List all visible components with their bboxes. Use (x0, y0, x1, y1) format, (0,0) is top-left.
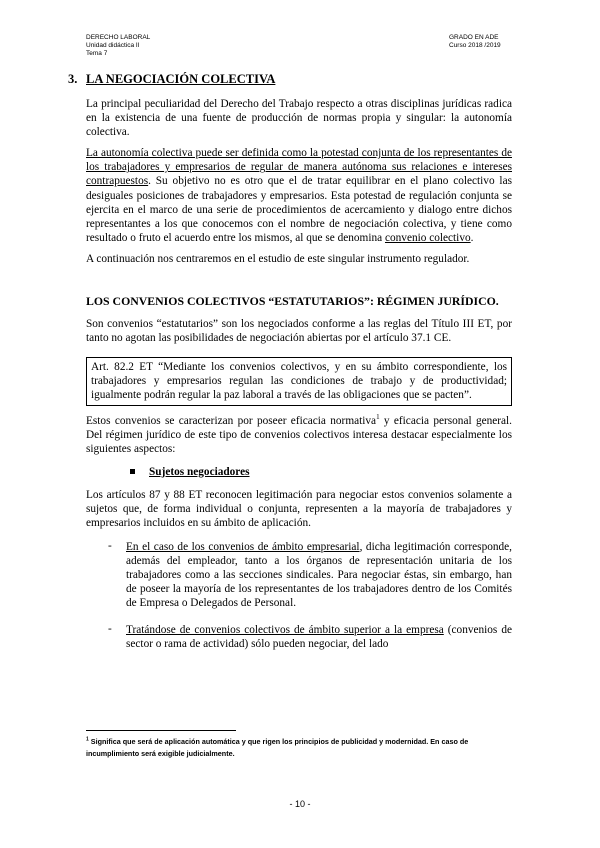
subsection-title: LOS CONVENIOS COLECTIVOS “ESTATUTARIOS”: RÉGIMEN JURÍDICO. (86, 294, 499, 309)
header-topic: Tema 7 (86, 50, 108, 57)
header-course: DERECHO LABORAL (86, 34, 151, 41)
item-text: , dicha legitimación corresponde, además del empleador, tanto a los órganos de representación unitaria de los trabajadores como a las secciones sindicales. Para negociar éstas, sin embargo, han de poseer la mayoría de los representantes de los trabajadores dentro de los Comités de Empresa o Delegados de Personal. (126, 541, 512, 610)
term-convenio-colectivo: convenio colectivo (384, 231, 471, 244)
section-number: 3. (68, 72, 78, 86)
item-heading: Tratándose de convenios colectivos de ámbito superior a la empresa (126, 623, 444, 636)
bullet-label: Sujetos negociadores (149, 465, 250, 478)
paragraph-intro: La principal peculiaridad del Derecho del Trabajo respecto a otras disciplinas jurídicas radica en la existencia de una fuente de producción de normas propia y singular: la autonomía colectiva. (86, 98, 512, 139)
bullet-sujetos (130, 466, 512, 478)
square-bullet-icon (130, 469, 135, 474)
page-content (68, 72, 513, 651)
quote-art-82-2: Art. 82.2 ET “Mediante los convenios colectivos, y en su ámbito correspondiente, los trabajadores y empresarios regulan las condiciones de trabajo y de productividad; igualmente podrán regular la paz laboral a través de las obligaciones que se pacten”. (91, 361, 507, 402)
footnote-divider (86, 730, 236, 731)
paragraph-estatutarios: Son convenios “estatutarios” son los negociados conforme a las reglas del Título III ET, por tanto no agotan las posibilidades de negociación abiertas por el artículo 37.1 CE. (86, 318, 512, 345)
header-year: Curso 2018 /2019 (449, 42, 501, 49)
list-item (86, 540, 512, 610)
header-right (449, 34, 501, 50)
item-heading: En el caso de los convenios de ámbito empresarial (126, 541, 360, 554)
header-degree: GRADO EN ADE (449, 34, 499, 41)
footnote-ref[interactable]: 1 (376, 412, 380, 421)
paragraph-autonomy: La autonomía colectiva puede ser definida como la potestad conjunta de los representantes de los trabajadores y empresarios de regular de manera autónoma sus relaciones e intereses contrapuestos. Su objetivo no es otro que el de tratar equilibrar en el plano colectivo las desiguales posiciones de trabajadores y empresarios. Esta potestad de regulación conjunta se ejercita en el marco de una serie de procedimientos de acercamiento y dialogo entre dichos representantes a los que conocemos con el nombre de negociación colectiva, y tiene como resultado o fruto el acuerdo entre los mismos, al que se denomina convenio colectivo. (86, 147, 512, 244)
footnote (86, 736, 512, 760)
paragraph-legitimacion: Los artículos 87 y 88 ET reconocen legitimación para negociar estos convenios solamente a sujetos que, de forma individual o conjunta, representen a la mayoría de trabajadores y empresarios incluidos en su ámbito de aplicación. (86, 488, 512, 529)
header-left (86, 34, 150, 58)
paragraph-transition: A continuación nos centraremos en el estudio de este singular instrumento regulador. (86, 252, 470, 265)
paragraph-eficacia: Estos convenios se caracterizan por poseer eficacia normativa$^1$ y eficacia personal general. Del régimen jurídico de este tipo de convenios colectivos interesa destacar especialmente los siguientes aspectos: (86, 412, 513, 455)
autonomy-definition: La autonomía colectiva puede ser definida como la potestad conjunta de los representantes de los trabajadores y empresarios de regular de manera autónoma sus relaciones e intereses contrapuestos (86, 147, 512, 188)
section-title (68, 72, 512, 87)
footnote-number: 1 (86, 736, 89, 743)
dash-icon: - (108, 622, 112, 635)
dash-icon: - (108, 540, 112, 553)
section-title-text: LA NEGOCIACIÓN COLECTIVA (86, 72, 276, 86)
item-text: (convenios de sector o rama de actividad) sólo pueden negociar, del lado (126, 623, 512, 650)
page-number: - 10 - (289, 799, 311, 809)
header-unit: Unidad didáctica II (86, 42, 140, 49)
quote-box (86, 357, 512, 405)
list-item (86, 623, 512, 651)
autonomy-explanation: . Su objetivo no es otro que el de tratar equilibrar en el plano colectivo las desiguales posiciones de trabajadores y empresarios. Esta potestad de regulación conjunta se ejercita en el marco de una serie de procedimientos de acercamiento y dialogo entre dichos representantes a los que conocemos con el nombre de negociación colectiva, y tiene como resultado o fruto el acuerdo entre los mismos, al que se denomina (86, 175, 512, 244)
footnote-text: Significa que será de aplicación automática y que rigen los principios de publicidad y modernidad. En caso de incumplimiento será exigible judicialmente. (86, 737, 469, 758)
